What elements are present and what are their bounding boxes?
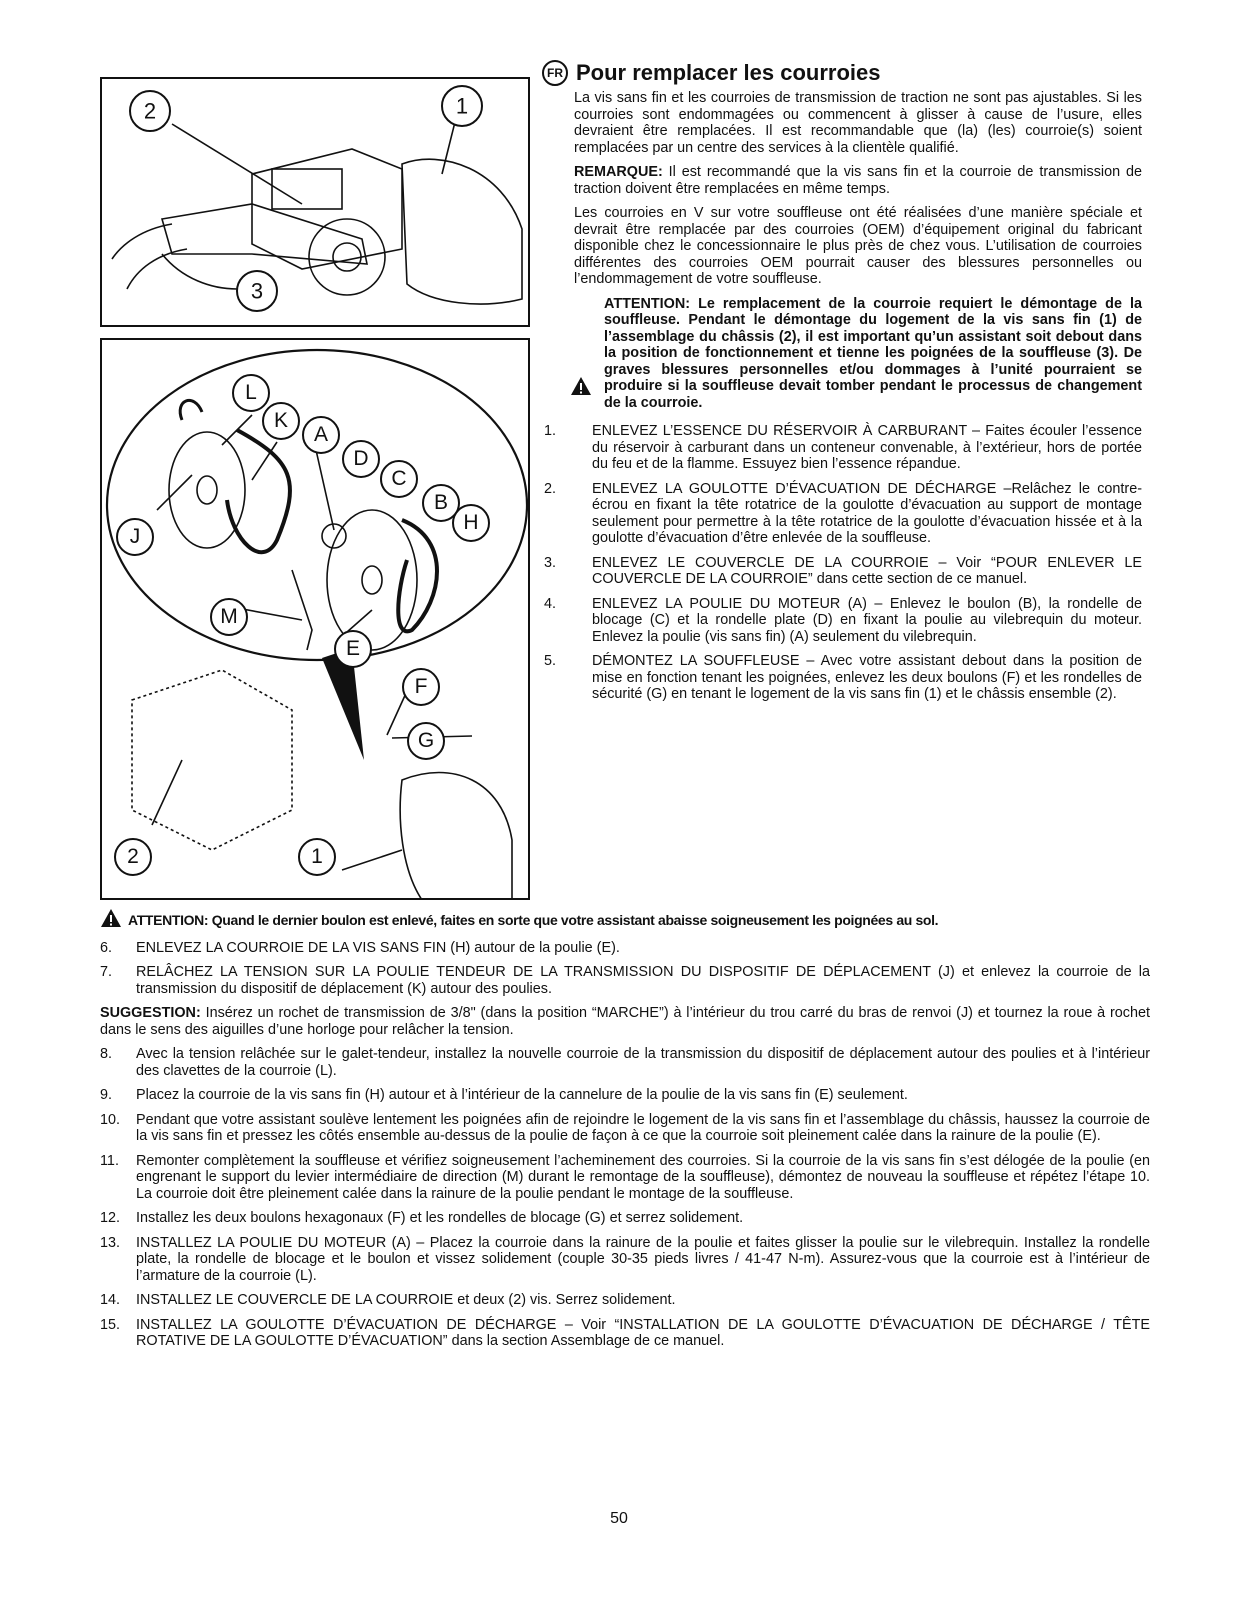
- step-number: 10.: [100, 1111, 121, 1128]
- leader-line-j: [157, 475, 192, 510]
- step-text: Remonter complètement la souffleuse et vérifiez soigneusement l’acheminement des courroies. Si la courroie de la vis sans fin s’est délogée de la poulie (en engrenant le support du levier intermédiaire de direction (M) durant le remontage de la souffleuse), démontez de nouveau la souffleuse et répétez l’étape 10. La courroie doit être pleinement calée dans la rainure de la poulie pendant le montage de la souffleuse.: [136, 1152, 1150, 1202]
- list-item: [100, 964, 1150, 997]
- language-badge: FR: [542, 60, 568, 86]
- step-text: ENLEVEZ L’ESSENCE DU RÉSERVOIR À CARBURANT – Faites écouler l’essence du réservoir à carburant dans un conteneur convenable, à l’extérieur, hors de portée du feu et de la flamme. Essuyez bien l’essence répandue.: [592, 423, 1142, 472]
- warning-icon: [100, 908, 122, 932]
- callout-k: K: [262, 402, 300, 440]
- callout-d: D: [342, 440, 380, 478]
- callout-c: C: [380, 460, 418, 498]
- chassis-shape: [162, 204, 367, 264]
- step-number: 6.: [100, 939, 113, 956]
- callout-e: E: [334, 630, 372, 668]
- callout-g: G: [407, 722, 445, 760]
- step-text: Placez la courroie de la vis sans fin (H) autour et à l’intérieur de la cannelure de la poulie de la vis sans fin (E) seulement.: [136, 1087, 908, 1103]
- pulley-left-shape: [169, 432, 245, 548]
- step-number: 11.: [100, 1152, 119, 1169]
- callout-l: L: [232, 374, 270, 412]
- section-body: [542, 90, 1142, 288]
- section-title: Pour remplacer les courroies: [576, 59, 881, 85]
- idler-arm-shape: [292, 570, 312, 650]
- wheel-hub-shape: [333, 243, 361, 271]
- callout-b: B: [422, 484, 460, 522]
- attention-text: ATTENTION: Le remplacement de la courroie requiert le démontage de la souffleuse. Pendant le démontage du logement de la vis sans fin (1) de l’assemblage du châssis (2), il est important qu’un assistant soit debout dans la position de fonctionnement et tienne les poignées de la souffleuse (3). De graves blessures personnelles et/ou dommages à l’unité pourraient se produire si la souffleuse devait tomber pendant le processus de changement de la courroie.: [604, 295, 1142, 411]
- belt-guide-shape: [180, 400, 202, 420]
- remarque-label: REMARQUE:: [574, 164, 663, 180]
- steps-list-3: [100, 1046, 1150, 1350]
- step-number: 9.: [100, 1087, 113, 1103]
- callout-1: 1: [455, 93, 469, 119]
- step-text: RELÂCHEZ LA TENSION SUR LA POULIE TENDEUR DE LA TRANSMISSION DU DISPOSITIF DE DÉPLACEMENT (J) et enlevez la courroie de la transmission du dispositif de déplacement (K) autour des poulies.: [136, 964, 1150, 997]
- steps-list-2: [100, 940, 1150, 998]
- list-item: [100, 1292, 1150, 1309]
- engine-cover-shape: [272, 169, 342, 209]
- chassis-detail-shape: [132, 670, 292, 850]
- list-item: [100, 1317, 1150, 1350]
- step-text: Installez les deux boulons hexagonaux (F) et les rondelles de blocage (G) et serrez solidement.: [136, 1210, 744, 1226]
- leader-line-l: [222, 415, 252, 445]
- list-item: [100, 1112, 1150, 1145]
- suggestion-label: SUGGESTION:: [100, 1005, 201, 1021]
- leader-line-2b: [152, 760, 182, 825]
- step-text: Pendant que votre assistant soulève lentement les poignées afin de rejoindre le logement de la vis sans fin et l’assemblage du châssis, haussez la courroie de la vis sans fin et pressez les côtés ensemble au-dessus de la poulie de façon à ce que la courroie soit pleinement calée dans la rainure de la poulie (E).: [136, 1111, 1150, 1144]
- auger-housing-detail-shape: [400, 773, 512, 901]
- step-number: 5.: [544, 653, 557, 669]
- callout-1-bottom: 1: [298, 838, 336, 876]
- auger-housing-shape: [402, 159, 522, 304]
- step-number: 14.: [100, 1292, 121, 1308]
- step-number: 15.: [100, 1316, 121, 1333]
- list-item: [542, 653, 1142, 703]
- remarque-paragraph: [574, 164, 1142, 197]
- intro-paragraph: La vis sans fin et les courroies de transmission de traction ne sont pas ajustables. Si les courroies sont endommagées ou commencent à glisser à cause de l’usure, elles devraient être remplacées. Il est recommandable que (la) (les) courroie(s) soient remplacées par un centre des services à la clientèle qualifié.: [574, 90, 1142, 156]
- leader-line-e: [347, 610, 372, 632]
- step-text: ENLEVEZ LA GOULOTTE D’ÉVACUATION DE DÉCHARGE –Relâchez le contre-écrou en fixant la tête rotatrice de la goulotte d’évacuation au support de montage seulement pour permettre à la tête rotatrice de la goulotte d’évacuation hissée et à la goulotte d’évacuation d’être enlevée de la souffleuse.: [592, 480, 1142, 546]
- step-text: Avec la tension relâchée sur le galet-tendeur, installez la nouvelle courroie de la transmission du dispositif de déplacement autour des poulies et à l’intérieur des clavettes de la courroie (L).: [136, 1046, 1150, 1079]
- step-number: 2.: [544, 480, 557, 497]
- leader-line-2: [172, 124, 302, 204]
- list-item: [542, 596, 1142, 646]
- list-item: [100, 1046, 1150, 1079]
- step-number: 12.: [100, 1210, 121, 1226]
- callout-f: F: [402, 668, 440, 706]
- step-text: DÉMONTEZ LA SOUFFLEUSE – Avec votre assistant debout dans la position de mise en fonction tenant les poignées, enlevez les deux boulons (F) et les rondelles de sécurité (G) en tenant le logement de la vis sans fin (1) et le châssis ensemble (2).: [592, 653, 1142, 702]
- figure-blower-separation: [100, 77, 530, 327]
- blower-separation-drawing: [102, 79, 530, 327]
- list-item: [542, 555, 1142, 588]
- callout-2-bottom: 2: [114, 838, 152, 876]
- list-item: [100, 1087, 1150, 1104]
- list-item: [100, 1210, 1150, 1227]
- step-text: INSTALLEZ LA POULIE DU MOTEUR (A) – Placez la courroie dans la rainure de la poulie et faites glisser la poulie sur le vilebrequin. Installez la rondelle plate, la rondelle de blocage et le boulon et vissez solidement (couple 30-35 pieds livres / 41-47 N-m). Assurez-vous que la courroie est à l’intérieur de l’armature de la courroie (L).: [136, 1234, 1150, 1284]
- instructions-column: [542, 60, 1142, 711]
- callout-m: M: [210, 598, 248, 636]
- lower-instructions: [100, 908, 1150, 1358]
- attention-line-text: ATTENTION: Quand le dernier boulon est enlevé, faites en sorte que votre assistant abaisse soigneusement les poignées au sol.: [128, 911, 939, 928]
- figure-belt-pulleys: [100, 338, 530, 900]
- list-item: [100, 1235, 1150, 1285]
- drive-belt-shape: [227, 430, 290, 552]
- attention-line: [100, 908, 1150, 932]
- step-text: ENLEVEZ LA POULIE DU MOTEUR (A) – Enlevez le boulon (B), la rondelle de blocage (C) et la rondelle plate (D) en fixant la poulie au vilebrequin du moteur. Enlevez la poulie (vis sans fin) (A) seulement du vilebrequin.: [592, 595, 1142, 645]
- list-item: [542, 481, 1142, 547]
- section-heading: [542, 60, 1142, 86]
- vbelt-paragraph: Les courroies en V sur votre souffleuse ont été réalisées d’une manière spéciale et devrait être remplacée par des courroies (OEM) d’équipement original du fabricant disponible chez le concessionnaire le plus près de chez vous. L’utilisation de courroies différentes des courroies OEM pourrait causer des blessures personnelles ou l’endommagement de votre souffleuse.: [574, 205, 1142, 287]
- leader-line-a: [316, 450, 334, 530]
- step-text: ENLEVEZ LE COUVERCLE DE LA COURROIE – Voir “POUR ENLEVER LE COUVERCLE DE LA COURROIE” dans cette section de ce manuel.: [592, 554, 1142, 587]
- step-text: INSTALLEZ LE COUVERCLE DE LA COURROIE et deux (2) vis. Serrez solidement.: [136, 1292, 676, 1308]
- callout-3: 3: [250, 278, 264, 304]
- step-number: 7.: [100, 964, 113, 980]
- step-number: 8.: [100, 1046, 113, 1062]
- callout-2: 2: [143, 98, 157, 124]
- step-text: ENLEVEZ LA COURROIE DE LA VIS SANS FIN (H) autour de la poulie (E).: [136, 939, 620, 956]
- leader-line-1b: [342, 850, 402, 870]
- step-number: 1.: [544, 423, 557, 439]
- step-number: 13.: [100, 1234, 121, 1251]
- list-item: [542, 423, 1142, 473]
- callout-h: H: [452, 504, 490, 542]
- warning-icon: [570, 296, 596, 412]
- page-number: 50: [610, 1510, 628, 1527]
- step-number: 4.: [544, 595, 557, 612]
- leader-line-3: [162, 254, 237, 289]
- remarque-text: Il est recommandé que la vis sans fin et la courroie de transmission de traction doivent être remplacées en même temps.: [574, 164, 1142, 197]
- suggestion-paragraph: [100, 1005, 1150, 1038]
- callout-j: J: [116, 518, 154, 556]
- handle-shape: [112, 224, 172, 259]
- steps-list-1: [542, 423, 1142, 703]
- suggestion-text: Insérez un rochet de transmission de 3/8" (dans la position “MARCHE”) à l’intérieur du trou carré du bras de renvoi (J) et tournez la roue à rochet dans le sens des aiguilles d’une horloge pour relâcher la tension.: [100, 1005, 1150, 1038]
- wheel-shape: [309, 219, 385, 295]
- step-number: 3.: [544, 554, 557, 571]
- attention-block: [570, 296, 1142, 412]
- step-text: INSTALLEZ LA GOULOTTE D’ÉVACUATION DE DÉCHARGE – Voir “INSTALLATION DE LA GOULOTTE D’ÉVACUATION DE DÉCHARGE / TÊTE ROTATIVE DE LA GOULOTTE D’ÉVACUATION” dans la section Assemblage de ce manuel.: [136, 1316, 1150, 1349]
- auger-pulley-hub: [362, 566, 382, 594]
- list-item: [100, 940, 1150, 957]
- list-item: [100, 1153, 1150, 1203]
- callout-a: A: [302, 416, 340, 454]
- pulley-left-hub: [197, 476, 217, 504]
